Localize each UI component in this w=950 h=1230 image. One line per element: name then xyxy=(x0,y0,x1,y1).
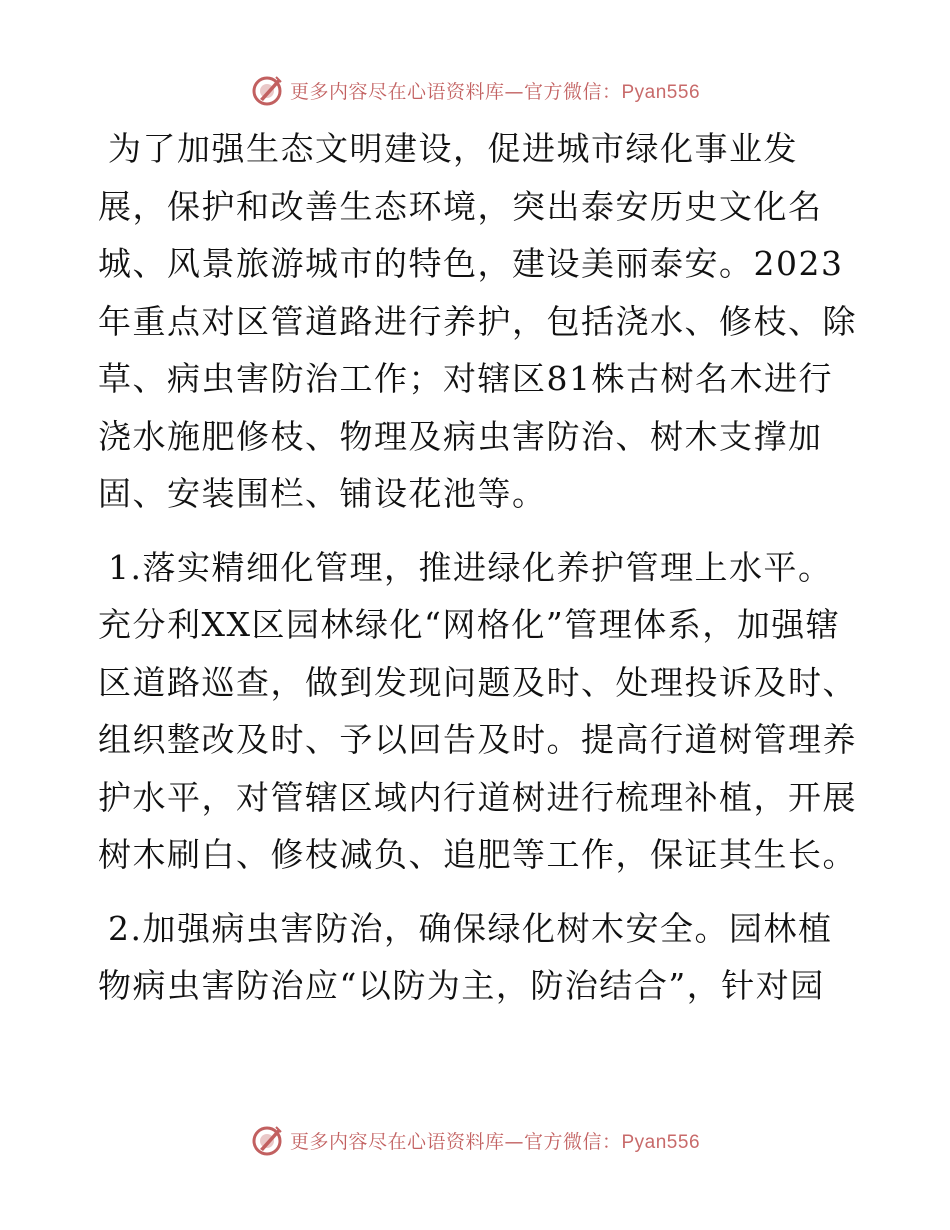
paragraph-item-2 xyxy=(98,900,858,1015)
watermark-separator: — xyxy=(504,1130,524,1153)
watermark-wechat-label: 官方微信： xyxy=(523,1130,622,1153)
watermark-separator: — xyxy=(504,80,524,103)
watermark-site-text: 更多内容尽在心语资料库 xyxy=(289,80,505,103)
paragraph-text: 2.加强病虫害防治，确保绿化树木安全。园林植物病虫害防治应“以防为主，防治结合”，针对园 xyxy=(98,908,833,1005)
watermark-site-text: 更多内容尽在心语资料库 xyxy=(289,1130,505,1153)
quill-logo-icon xyxy=(250,73,284,107)
paragraph-intro xyxy=(98,120,858,523)
watermark-text xyxy=(290,1127,700,1154)
watermark-text xyxy=(290,77,700,104)
paragraph-item-1 xyxy=(98,539,858,884)
paragraph-text: 1.落实精细化管理，推进绿化养护管理上水平。充分利XX区园林绿化“网格化”管理体系，加强辖区道路巡查，做到发现问题及时、处理投诉及时、组织整改及时、予以回告及时。提高行道树管理养护水平，对管辖区域内行道树进行梳理补植，开展树木刷白、修枝减负、追肥等工作，保证其生长。 xyxy=(98,547,857,874)
quill-logo-icon xyxy=(250,1123,284,1157)
document-body xyxy=(98,120,858,1015)
watermark-account: Pyan556 xyxy=(621,81,701,103)
watermark-wechat-label: 官方微信： xyxy=(523,80,622,103)
watermark-account: Pyan556 xyxy=(621,1131,701,1153)
watermark-header xyxy=(0,70,950,110)
paragraph-text: 为了加强生态文明建设，促进城市绿化事业发展，保护和改善生态环境，突出泰安历史文化名城、风景旅游城市的特色，建设美丽泰安。2023年重点对区管道路进行养护，包括浇水、修枝、除草、病虫害防治工作；对辖区81株古树名木进行浇水施肥修枝、物理及病虫害防治、树木支撑加固、安装围栏、铺设花池等。 xyxy=(98,129,857,513)
watermark-footer xyxy=(0,1120,950,1160)
